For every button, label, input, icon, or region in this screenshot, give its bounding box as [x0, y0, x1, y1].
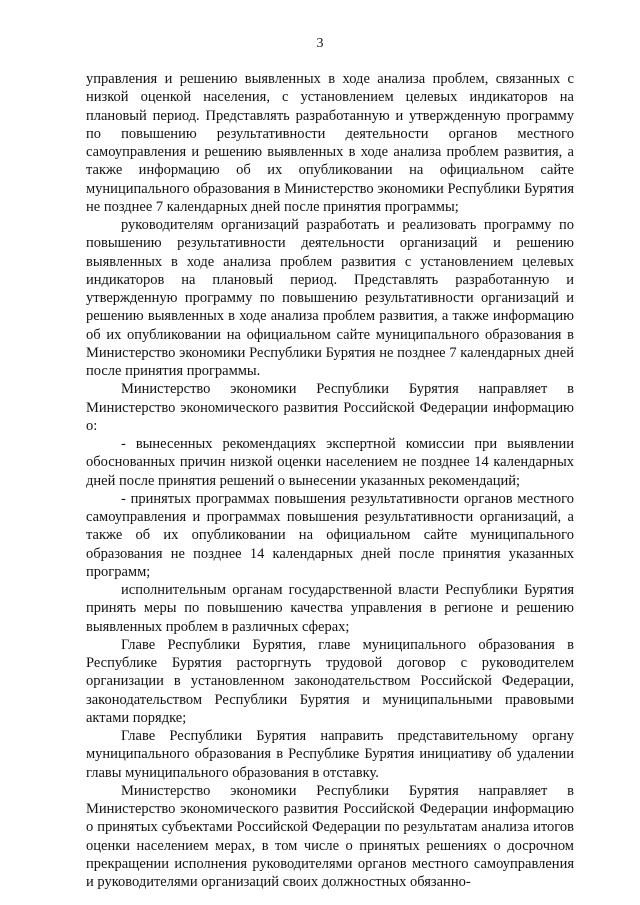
paragraph-2: руководителям организаций разработать и реализовать программу по повышению результативности деятельности организаций и решению выявленных в ходе анализа проблем развития с установлением целевых индикаторов на плановый период. Представлять разработанную и утвержденную программу по повышению результативности организаций и решению выявленных в ходе анализа проблем развития, а также информацию об их опубликовании на официальном сайте муниципального образования в Министерство экономики Республики Бурятия не позднее 7 календарных дней после принятия программы.: [86, 217, 574, 379]
paragraph-5: - принятых программах повышения результативности органов местного самоуправления и программах повышения результативности организаций, а также об их опубликовании на официальном сайте муниципального образования не позднее 14 календарных дней после принятия указанных программ;: [86, 490, 574, 580]
page-number: 3: [316, 36, 324, 51]
paragraph-3: Министерство экономики Республики Бурятия направляет в Министерство экономического развития Российской Федерации информацию о:: [86, 381, 574, 434]
paragraph-9: Министерство экономики Республики Бурятия направляет в Министерство экономического развития Российской Федерации информацию о принятых субъектами Российской Федерации по результатам анализа итогов оценки населением мерах, в том числе о принятых решениях о досрочном прекращении исполнения руководителями органов местного самоуправления и руководителями организаций своих должностных обязанно-: [86, 782, 574, 890]
paragraph-8: Главе Республики Бурятия направить представительному органу муниципального образования в Республике Бурятия инициативу об удалении главы муниципального образования в отставку.: [86, 728, 574, 781]
paragraph-1: управления и решению выявленных в ходе анализа проблем, связанных с низкой оценкой населения, с установлением целевых индикаторов на плановый период. Представлять разработанную и утвержденную программу по повышению результативности деятельности органов местного самоуправления и решению выявленных в ходе анализа проблем развития, а также информацию об их опубликовании на официальном сайте муниципального образования в Министерство экономики Республики Бурятия не позднее 7 календарных дней после принятия программы;: [86, 71, 574, 215]
paragraph-7: Главе Республики Бурятия, главе муниципального образования в Республике Бурятия расторгнуть трудовой договор с руководителем организации в установленном законодательством Российской Федерации, законодательством Республики Бурятия и муниципальными правовыми актами порядке;: [86, 636, 574, 726]
paragraph-4: - вынесенных рекомендациях экспертной комиссии при выявлении обоснованных причин низкой оценки населением не позднее 14 календарных дней после принятия решений о вынесении указанных рекомендаций;: [86, 436, 574, 489]
body-text: [86, 70, 574, 891]
paragraph-6: исполнительным органам государственной власти Республики Бурятия принять меры по повышению качества управления в регионе и решению выявленных проблем в различных сферах;: [86, 582, 574, 635]
